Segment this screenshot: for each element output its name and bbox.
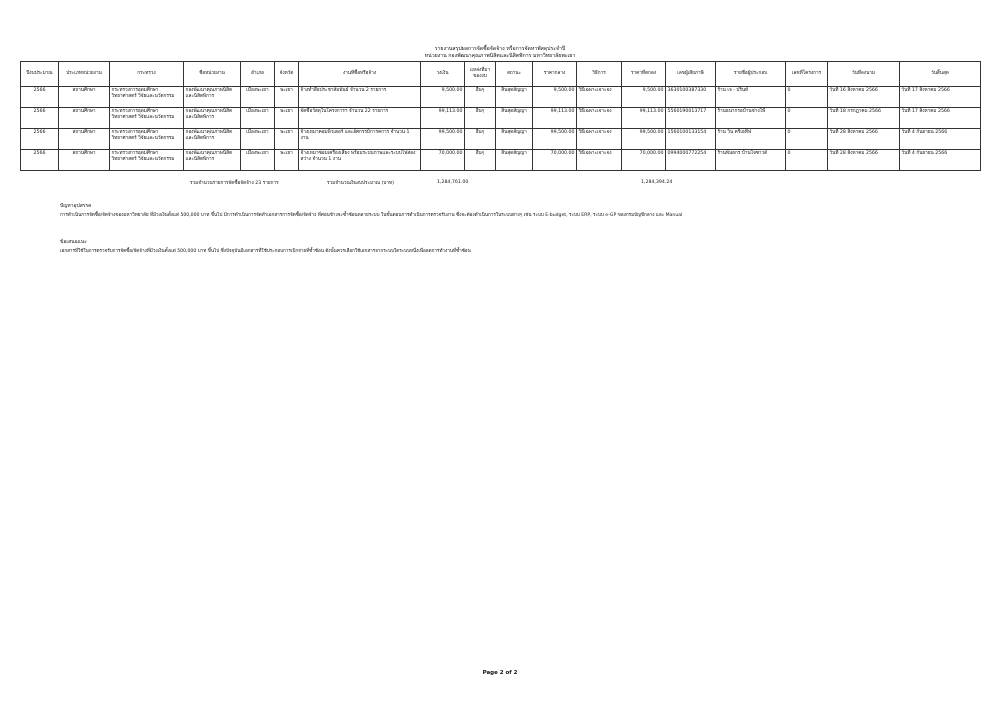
summary-count — [190, 180, 279, 187]
procurement-table — [20, 61, 981, 171]
table-cell: วันที่ 17 สิงหาคม 2566 — [900, 108, 981, 129]
column-header: แหล่งที่มาของงบ — [465, 62, 496, 87]
table-cell: 99,500.00 — [421, 129, 465, 150]
table-cell: จ้างเหมาคอมพิวเตอร์ และอัศกรรมิการคการ จำนวน 1 งาน — [299, 129, 421, 150]
table-cell: 1560100133154 — [666, 129, 716, 150]
table-row — [21, 129, 981, 150]
table-cell: วิธีเฉพาะเจาะจง — [577, 87, 622, 108]
table-cell: สิ้นสุดสัญญา — [496, 150, 533, 171]
table-cell: วันที่ 17 สิงหาคม 2566 — [900, 87, 981, 108]
table-cell: สิ้นสุดสัญญา — [496, 87, 533, 108]
table-cell: วิธีเฉพาะเจาะจง — [577, 150, 622, 171]
column-header: เลขที่โครงการ — [786, 62, 828, 87]
table-cell: วิธีเฉพาะเจาะจง — [577, 129, 622, 150]
table-cell: วันที่ 4 กันยายน 2566 — [900, 129, 981, 150]
table-cell: อื่นๆ — [465, 150, 496, 171]
table-cell: 70,000.00 — [533, 150, 577, 171]
table-cell: 99,113.00 — [421, 108, 465, 129]
summary-agreed-total: 1,284,394.24 — [641, 180, 673, 185]
table-cell: 5560190013717 — [666, 108, 716, 129]
table-cell: อื่นๆ — [465, 129, 496, 150]
column-header: กระทรวง — [110, 62, 184, 87]
problems-title: ปัญหาอุปสรรค — [60, 203, 92, 209]
table-cell: กองพัฒนาคุณภาพนิสิตและนิสิตพิการ — [184, 150, 241, 171]
table-cell: วันที่ 16 สิงหาคม 2566 — [828, 87, 900, 108]
table-cell: วิธีเฉพาะเจาะจง — [577, 108, 622, 129]
column-header: วิธีการ — [577, 62, 622, 87]
table-row — [21, 150, 981, 171]
table-cell: 0 — [786, 150, 828, 171]
table-cell: 99,500.00 — [533, 129, 577, 150]
table-cell: ร้านธนากรอบ้านช่างใฟ้ — [716, 108, 786, 129]
table-cell: สิ้นสุดสัญญา — [496, 129, 533, 150]
column-header: วันที่ลงนาม — [828, 62, 900, 87]
table-cell: 99,113.00 — [622, 108, 666, 129]
table-cell: 0994000772254 — [666, 150, 716, 171]
table-cell: 0 — [786, 108, 828, 129]
table-cell: 9,500.00 — [622, 87, 666, 108]
table-cell: 9,500.00 — [421, 87, 465, 108]
table-cell: จ้างทำสื่อประชาสัมพันธ์ จำนวน 2 รายการ — [299, 87, 421, 108]
summary-budget-value: 1,284,761.00 — [437, 180, 469, 185]
table-cell: ร้านพันธกร บ้านใจซาวด์ — [716, 150, 786, 171]
table-cell: 2566 — [21, 87, 59, 108]
page-number: Page 2 of 2 — [482, 670, 518, 676]
table-cell: กระทรวงการอุดมศึกษา วิทยาศาสตร์ วิจัยและนวัตกรรม — [110, 129, 184, 150]
table-cell: 2566 — [21, 129, 59, 150]
table-cell: สถานศึกษา — [59, 150, 110, 171]
table-cell: วันที่ 18 กรกฎาคม 2566 — [828, 108, 900, 129]
table-cell: วันที่ 4 กันยายน 2566 — [900, 150, 981, 171]
table-row — [21, 87, 981, 108]
table-cell: สถานศึกษา — [59, 129, 110, 150]
column-header: เลขผู้เสียภาษี — [666, 62, 716, 87]
table-cell: กระทรวงการอุดมศึกษา วิทยาศาสตร์ วิจัยและนวัตกรรม — [110, 87, 184, 108]
table-cell: ร้าน วิน ครีเอทีฟ — [716, 129, 786, 150]
column-header: ปีงบประมาณ — [21, 62, 59, 87]
column-header: จังหวัด — [275, 62, 299, 87]
table-cell: จ้างเหมาซ่อมเครื่องเสียง พร้อมระบบภาพและระบบไฟส่องสว่าง จำนวน 1 งาน — [299, 150, 421, 171]
report-title: รายงานสรุปผลการจัดซื้อจัดจ้าง หรือการจัดหาพัสดุประจำปี — [434, 46, 566, 52]
table-cell: พะเยา — [275, 150, 299, 171]
suggestions-title: ข้อเสนอแนะ — [60, 239, 87, 245]
table-cell: ร้าน เจ - ปริ้นท์ — [716, 87, 786, 108]
table-cell: สถานศึกษา — [59, 87, 110, 108]
suggestions-text: เอกสารที่ใช้ในการตรวจรับการจัดซื้อ/จัดจ้างที่มีวงเงินตั้งแต่ 500,000 บาท ขึ้นไป ซึ่งปัจจุบันมีเอกสารที่ใช้ประกอบการเบิกจ่ายที่ซ้ำซ้อน ดังนั้นควรเลือกใช้เอกสารจากระบบใดระบบหนึ่งเพื่อลดการทำงานที่ซ้ำซ้อน — [60, 249, 471, 254]
table-cell: จัดซื้อวัสดุในโครงการฯ จำนวน 22 รายการ — [299, 108, 421, 129]
column-header: สถานะ — [496, 62, 533, 87]
column-header: วงเงิน — [421, 62, 465, 87]
table-cell: อื่นๆ — [465, 108, 496, 129]
table-cell: กระทรวงการอุดมศึกษา วิทยาศาสตร์ วิจัยและนวัตกรรม — [110, 108, 184, 129]
table-cell: กองพัฒนาคุณภาพนิสิตและนิสิตพิการ — [184, 108, 241, 129]
table-row — [21, 108, 981, 129]
table-cell: 0 — [786, 87, 828, 108]
table-cell: 2566 — [21, 108, 59, 129]
table-cell: 70,000.00 — [622, 150, 666, 171]
table-cell: 3630100387330 — [666, 87, 716, 108]
column-header: รายชื่อผู้ประกอบ — [716, 62, 786, 87]
summary-count-value: 23 — [255, 181, 262, 186]
table-cell: 0 — [786, 129, 828, 150]
table-header-row — [21, 62, 981, 87]
table-cell: วันที่ 28 สิงหาคม 2566 — [828, 150, 900, 171]
problems-text: การดำเนินการจัดซื้อ/จัดจ้างของมหาวิทยาลัย ที่มีวงเงินตั้งแต่ 500,000 บาท ขึ้นไป มีการดำเนินการจัดทำเอกสารการจัดซื้อ/จัดจ้าง ที่ค่อนข้างจะซ้ำซ้อนหลายระบบ ในขั้นตอนการดำเนินการตรวจรับงาน ซึ่งจะต้องดำเนินการในระบบต่างๆ เช่น ระบบ E-budget, ระบบ ERP, ระบบ e-GP ของกรมบัญชีกลาง และ Manual — [60, 213, 683, 218]
report-subtitle: หน่วยงาน กองพัฒนาคุณภาพนิสิตและนิสิตพิการ มหาวิทยาลัยพะเยา — [424, 53, 576, 59]
table-cell: อื่นๆ — [465, 87, 496, 108]
summary-budget-label: รวมจำนวนเงินงบประมาณ (บาท) — [327, 181, 394, 186]
table-cell: พะเยา — [275, 87, 299, 108]
column-header: ชื่อหน่วยงาน — [184, 62, 241, 87]
table-cell: เมืองพะเยา — [241, 87, 275, 108]
table-cell: วันที่ 28 สิงหาคม 2566 — [828, 129, 900, 150]
column-header: ประเภทหน่วยงาน — [59, 62, 110, 87]
table-cell: 2566 — [21, 150, 59, 171]
table-cell: พะเยา — [275, 129, 299, 150]
table-cell: เมืองพะเยา — [241, 150, 275, 171]
table-cell: 70,000.00 — [421, 150, 465, 171]
column-header: ราคากลาง — [533, 62, 577, 87]
table-cell: สถานศึกษา — [59, 108, 110, 129]
column-header: ราคาที่ตกลง — [622, 62, 666, 87]
summary-count-label: รวมจำนวนรายการจัดซื้อจัดจ้าง — [190, 181, 254, 186]
summary-count-unit: รายการ — [262, 181, 279, 186]
table-cell: พะเยา — [275, 108, 299, 129]
column-header: อำเภอ — [241, 62, 275, 87]
table-cell: กองพัฒนาคุณภาพนิสิตและนิสิตพิการ — [184, 87, 241, 108]
table-cell: 99,113.00 — [533, 108, 577, 129]
table-cell: กองพัฒนาคุณภาพนิสิตและนิสิตพิการ — [184, 129, 241, 150]
table-cell: 9,500.00 — [533, 87, 577, 108]
table-cell: เมืองพะเยา — [241, 129, 275, 150]
table-cell: กระทรวงการอุดมศึกษา วิทยาศาสตร์ วิจัยและนวัตกรรม — [110, 150, 184, 171]
column-header: งานที่ซื้อหรือจ้าง — [299, 62, 421, 87]
table-cell: สิ้นสุดสัญญา — [496, 108, 533, 129]
table-cell: 99,500.00 — [622, 129, 666, 150]
table-cell: เมืองพะเยา — [241, 108, 275, 129]
column-header: วันสิ้นสุด — [900, 62, 981, 87]
